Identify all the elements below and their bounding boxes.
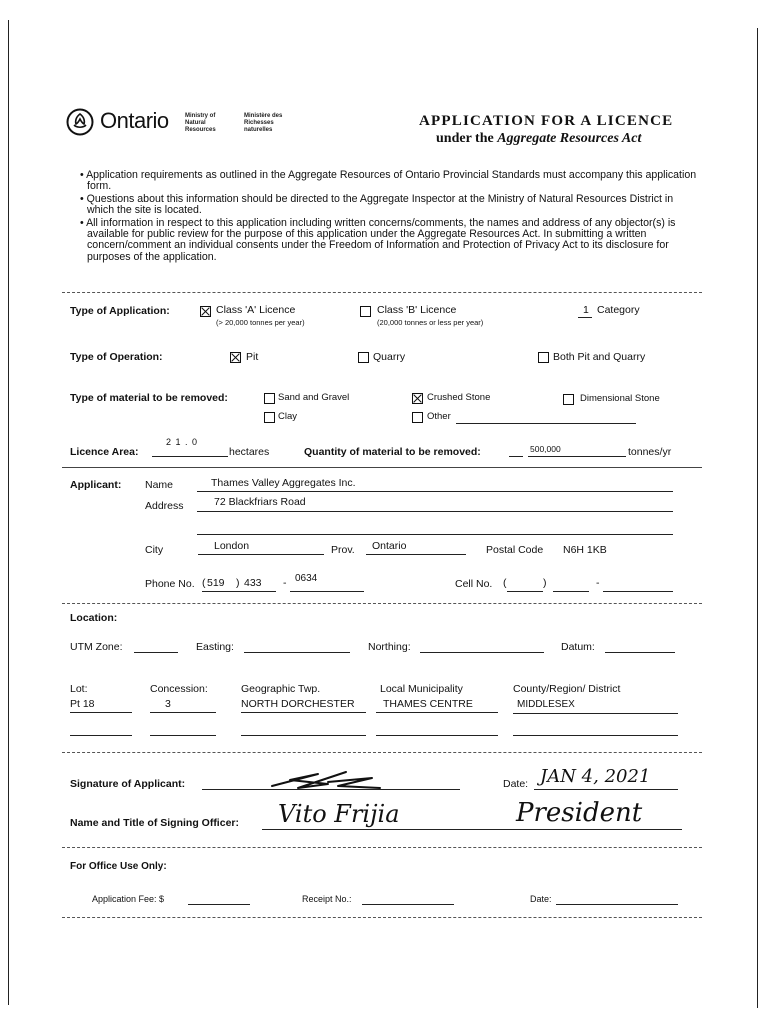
office-date-field[interactable] [556, 904, 678, 905]
cell-prefix-field[interactable] [553, 591, 589, 592]
form-title: APPLICATION FOR A LICENCE [419, 113, 674, 129]
prov-line [366, 554, 466, 555]
name-label: Name [145, 479, 174, 491]
crushed-stone-label: Crushed Stone [427, 392, 491, 403]
phone-label: Phone No. [145, 578, 195, 590]
phone-area-value[interactable]: 519 [207, 577, 225, 589]
datum-field[interactable] [605, 652, 675, 653]
phone-line-line [290, 591, 364, 592]
both-pit-quarry-checkbox[interactable] [538, 352, 549, 363]
applicant-signature [268, 766, 386, 792]
instruction-item: • Questions about this information should be directed to the Aggregate Inspector at the Ministry of Natural Resources District in which the site is located. [80, 192, 674, 217]
municipality-field-2[interactable] [376, 735, 498, 736]
concession-value[interactable]: 3 [165, 698, 171, 710]
other-label: Other [427, 411, 451, 422]
address-value[interactable]: 72 Blackfriars Road [214, 496, 306, 508]
application-type-label: Type of Application: [70, 305, 170, 317]
licence-area-line [152, 456, 228, 457]
date-line [534, 789, 678, 790]
class-b-label: Class 'B' Licence [377, 304, 457, 316]
city-label: City [145, 544, 164, 556]
class-b-checkbox[interactable] [360, 306, 371, 317]
name-line [197, 491, 673, 492]
lot-label: Lot: [70, 683, 88, 695]
dimensional-stone-label: Dimensional Stone [580, 393, 660, 404]
page-border-left [8, 20, 9, 1005]
county-label: County/Region/ District [513, 683, 621, 695]
instruction-item: • All information in respect to this application including written concerns/comments, the names and address of any objector(s) is available for public review for the purpose of this application under the Aggregate Resources Act. In submitting a written concern/comment an individual consents under the Freedom of Information and Protection of Privacy Act to its disclosure for purposes of the application. [80, 216, 676, 263]
cell-number-field[interactable] [603, 591, 673, 592]
county-line [513, 713, 678, 714]
address-line [197, 511, 673, 512]
phone-dash: - [283, 577, 287, 589]
phone-prefix-line [242, 591, 276, 592]
northing-label: Northing: [368, 641, 411, 653]
other-field[interactable] [456, 423, 636, 424]
operation-type-label: Type of Operation: [70, 351, 163, 363]
form-subtitle: under the Aggregate Resources Act [436, 131, 642, 146]
northing-field[interactable] [420, 652, 544, 653]
city-line [198, 554, 324, 555]
quantity-label: Quantity of material to be removed: [304, 446, 481, 458]
cell-area-field[interactable] [507, 591, 543, 592]
county-value[interactable]: MIDDLESEX [517, 699, 575, 710]
quantity-value[interactable]: 500,000 [530, 444, 561, 454]
concession-field-2[interactable] [150, 735, 216, 736]
sand-gravel-label: Sand and Gravel [278, 392, 350, 403]
geographic-twp-label: Geographic Twp. [241, 683, 321, 695]
utm-zone-field[interactable] [134, 652, 178, 653]
datum-label: Datum: [561, 641, 595, 653]
ministry-name-fr: Ministère des Richesses naturelles [244, 113, 283, 133]
class-a-label: Class 'A' Licence [216, 304, 296, 316]
sand-gravel-checkbox[interactable] [264, 393, 275, 404]
twp-field-2[interactable] [241, 735, 366, 736]
pit-checkbox[interactable] [230, 352, 241, 363]
licence-area-value[interactable]: 2 1 . 0 [166, 437, 199, 447]
phone-line-value[interactable]: 0634 [295, 573, 318, 584]
prov-value[interactable]: Ontario [372, 540, 407, 552]
cell-label: Cell No. [455, 578, 493, 590]
office-use-label: For Office Use Only: [70, 861, 167, 872]
concession-label: Concession: [150, 683, 208, 695]
easting-label: Easting: [196, 641, 234, 653]
category-label: Category [597, 304, 640, 316]
applicant-label: Applicant: [70, 479, 122, 491]
county-field-2[interactable] [513, 735, 678, 736]
location-label: Location: [70, 612, 118, 624]
lot-line [70, 712, 132, 713]
cell-dash: - [596, 577, 600, 589]
material-type-label: Type of material to be removed: [70, 392, 228, 404]
cell-area-bracket: ( [503, 577, 507, 589]
quarry-label: Quarry [373, 351, 406, 363]
phone-area-line [202, 591, 242, 592]
divider [62, 752, 702, 753]
ontario-wordmark: Ontario [100, 108, 169, 133]
postal-code-value[interactable]: N6H 1KB [563, 544, 607, 556]
officer-line [262, 829, 682, 830]
class-a-checkbox[interactable] [200, 306, 211, 317]
signature-applicant-label: Signature of Applicant: [70, 778, 186, 790]
office-date-label: Date: [530, 894, 552, 904]
city-value[interactable]: London [214, 540, 250, 552]
divider [62, 917, 702, 918]
quarry-checkbox[interactable] [358, 352, 369, 363]
quantity-line-b [528, 456, 626, 457]
geographic-twp-value[interactable]: NORTH DORCHESTER [241, 698, 355, 710]
postal-code-label: Postal Code [486, 544, 544, 556]
application-fee-label: Application Fee: $ [92, 894, 165, 904]
phone-area-open: ( [202, 577, 206, 589]
divider [62, 292, 702, 293]
address-label: Address [145, 500, 184, 512]
ministry-name-en: Ministry of Natural Resources [185, 113, 216, 133]
application-fee-field[interactable] [188, 904, 250, 905]
prov-label: Prov. [331, 544, 355, 556]
address-line-2 [197, 534, 673, 535]
dimensional-stone-checkbox[interactable] [563, 394, 574, 405]
municipality-label: Local Municipality [380, 683, 463, 695]
clay-checkbox[interactable] [264, 412, 275, 423]
divider [62, 847, 702, 848]
date-label: Date: [503, 778, 529, 790]
phone-prefix-value[interactable]: 433 [244, 577, 262, 589]
tonnes-per-year-label: tonnes/yr [628, 446, 672, 458]
concession-line [150, 712, 216, 713]
class-a-note: (> 20,000 tonnes per year) [216, 318, 305, 327]
ontario-trillium-icon [66, 108, 94, 136]
utm-zone-label: UTM Zone: [70, 641, 123, 653]
twp-line [241, 712, 366, 713]
class-b-note: (20,000 tonnes or less per year) [377, 318, 484, 327]
applicant-name-value[interactable]: Thames Valley Aggregates Inc. [211, 477, 356, 489]
signing-officer-label: Name and Title of Signing Officer: [70, 817, 239, 829]
instructions-list [80, 170, 700, 264]
instruction-item: • Application requirements as outlined in the Aggregate Resources of Ontario Provincial Standards must accompany this application form. [80, 169, 697, 193]
lot-value[interactable]: Pt 18 [70, 698, 95, 710]
cell-area-bracket: ) [543, 577, 547, 589]
category-value[interactable]: 1 [583, 304, 589, 316]
receipt-no-label: Receipt No.: [302, 894, 352, 904]
other-checkbox[interactable] [412, 412, 423, 423]
page-border-right [757, 28, 758, 1008]
signature-date-value[interactable]: JAN 4, 2021 [540, 766, 651, 787]
receipt-no-field[interactable] [362, 904, 454, 905]
category-line [578, 317, 592, 318]
officer-name-value[interactable]: Vito Frijia [278, 800, 400, 828]
phone-area-close: ) [236, 577, 240, 589]
quantity-line-a [509, 456, 523, 457]
divider [62, 603, 702, 604]
clay-label: Clay [278, 411, 298, 422]
pit-label: Pit [246, 351, 259, 363]
lot-field-2[interactable] [70, 735, 132, 736]
licence-area-label: Licence Area: [70, 446, 139, 458]
both-pit-quarry-label: Both Pit and Quarry [553, 351, 646, 363]
hectares-label: hectares [229, 446, 270, 458]
crushed-stone-checkbox[interactable] [412, 393, 423, 404]
municipality-value[interactable]: THAMES CENTRE [383, 698, 473, 710]
municipality-line [376, 712, 498, 713]
divider [62, 467, 702, 468]
easting-field[interactable] [244, 652, 350, 653]
officer-title-value[interactable]: President [516, 798, 643, 828]
